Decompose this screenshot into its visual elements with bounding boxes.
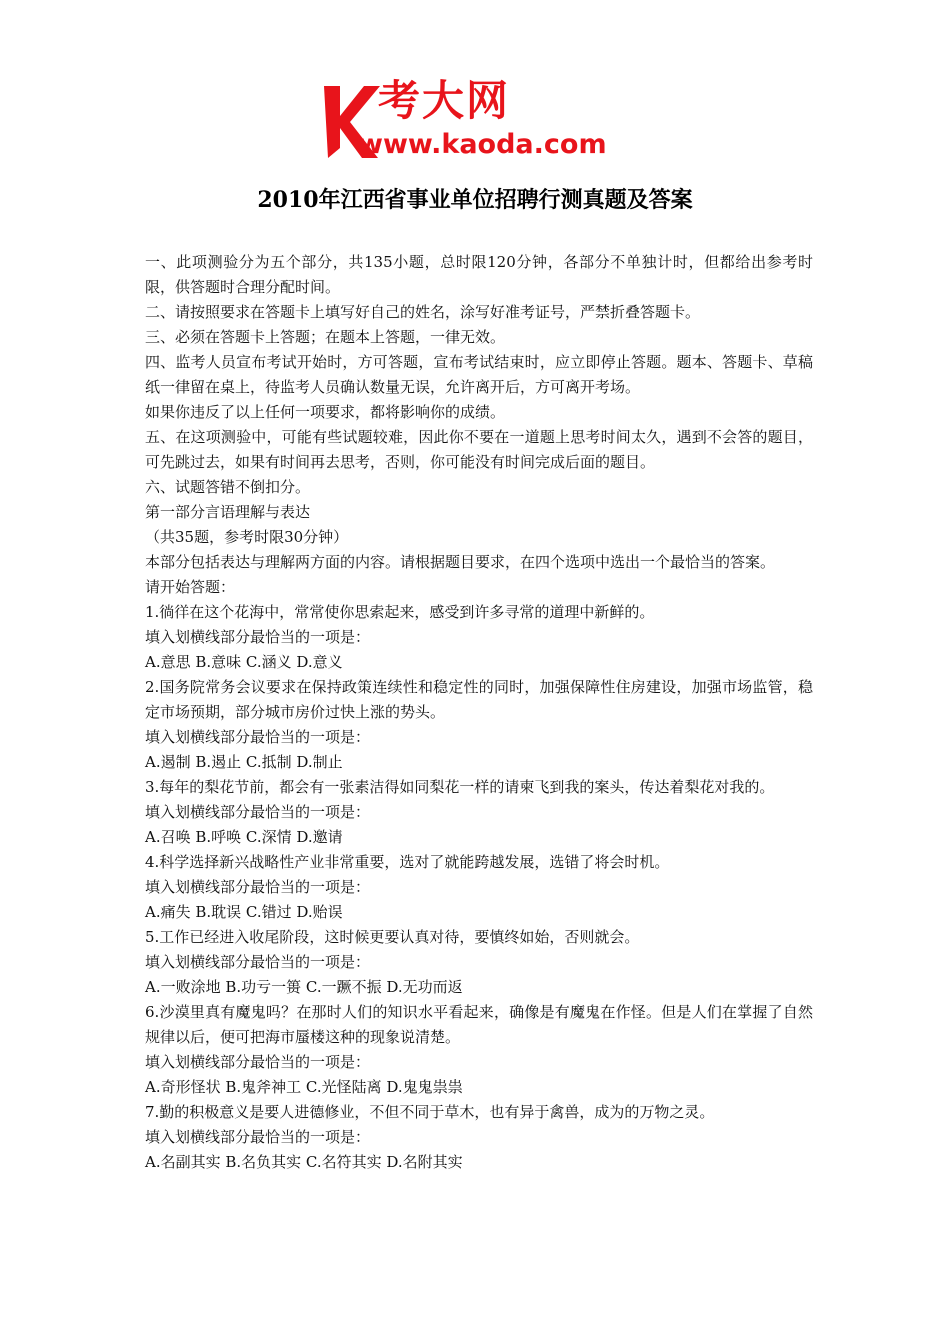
question-options: A.奇形怪状 B.鬼斧神工 C.光怪陆离 D.鬼鬼祟祟 — [145, 1078, 463, 1096]
paragraph: 一、此项测验分为五个部分，共135小题，总时限120分钟，各部分不单独计时，但都给出参考时限，供答题时合理分配时间。 — [145, 253, 813, 296]
question-text: 4.科学选择新兴战略性产业非常重要，选对了就能跨越发展，选错了将会时机。 — [145, 853, 670, 871]
question-options: A.遏制 B.遏止 C.抵制 D.制止 — [145, 753, 343, 771]
question-options: A.召唤 B.呼唤 C.深情 D.邀请 — [145, 828, 343, 846]
question-prompt: 填入划横线部分最恰当的一项是： — [145, 1128, 371, 1146]
paragraph: 三、必须在答题卡上答题；在题本上答题，一律无效。 — [145, 328, 506, 346]
question-prompt: 填入划横线部分最恰当的一项是： — [145, 628, 371, 646]
question-options: A.一败涂地 B.功亏一篑 C.一蹶不振 D.无功而返 — [145, 978, 463, 996]
paragraph: 请开始答题： — [145, 578, 236, 596]
question-text: 6.沙漠里真有魔鬼吗？在那时人们的知识水平看起来，确像是有魔鬼在作怪。但是人们在掌握了自然规律以后，便可把海市蜃楼这种的现象说清楚。 — [145, 1003, 813, 1046]
question-prompt: 填入划横线部分最恰当的一项是： — [145, 1053, 371, 1071]
paragraph: 四、监考人员宣布考试开始时，方可答题，宣布考试结束时，应立即停止答题。题本、答题卡、草稿纸一律留在桌上，待监考人员确认数量无误，允许离开后，方可离开考场。 — [145, 353, 813, 396]
question-options: A.名副其实 B.名负其实 C.名符其实 D.名附其实 — [145, 1153, 463, 1171]
logo-brand-text: 考大网 — [378, 76, 511, 125]
document-title: 2010年江西省事业单位招聘行测真题及答案 — [257, 187, 693, 213]
section-note: （共35题，参考时限30分钟） — [145, 528, 349, 546]
question-prompt: 填入划横线部分最恰当的一项是： — [145, 953, 371, 971]
question-text: 3.每年的梨花节前，都会有一张素洁得如同梨花一样的请柬飞到我的案头，传达着梨花对我的。 — [145, 778, 775, 796]
document-body — [145, 250, 813, 1175]
question-prompt: 填入划横线部分最恰当的一项是： — [145, 728, 371, 746]
question-text: 5.工作已经进入收尾阶段，这时候更要认真对待，要慎终如始，否则就会。 — [145, 928, 640, 946]
question-text: 1.徜徉在这个花海中，常常使你思索起来，感受到许多寻常的道理中新鲜的。 — [145, 603, 655, 621]
section-heading: 第一部分言语理解与表达 — [145, 503, 311, 521]
question-prompt: 填入划横线部分最恰当的一项是： — [145, 803, 371, 821]
site-logo — [320, 78, 640, 164]
paragraph: 如果你违反了以上任何一项要求，都将影响你的成绩。 — [145, 403, 506, 421]
paragraph: 本部分包括表达与理解两方面的内容。请根据题目要求，在四个选项中选出一个最恰当的答案。 — [145, 553, 776, 571]
paragraph: 六、试题答错不倒扣分。 — [145, 478, 311, 496]
paragraph: 五、在这项测验中，可能有些试题较难，因此你不要在一道题上思考时间太久，遇到不会答的题目，可先跳过去，如果有时间再去思考，否则，你可能没有时间完成后面的题目。 — [145, 428, 813, 471]
question-text: 2.国务院常务会议要求在保持政策连续性和稳定性的同时，加强保障性住房建设，加强市场监管，稳定市场预期，部分城市房价过快上涨的势头。 — [145, 678, 813, 721]
question-prompt: 填入划横线部分最恰当的一项是： — [145, 878, 371, 896]
question-options: A.意思 B.意味 C.涵义 D.意义 — [145, 653, 343, 671]
paragraph: 二、请按照要求在答题卡上填写好自己的姓名，涂写好准考证号，严禁折叠答题卡。 — [145, 303, 701, 321]
question-text: 7.勤的积极意义是要人进德修业，不但不同于草木，也有异于禽兽，成为的万物之灵。 — [145, 1103, 715, 1121]
question-options: A.痛失 B.耽误 C.错过 D.贻误 — [145, 903, 343, 921]
logo-url-text: www.kaoda.com — [358, 129, 607, 160]
